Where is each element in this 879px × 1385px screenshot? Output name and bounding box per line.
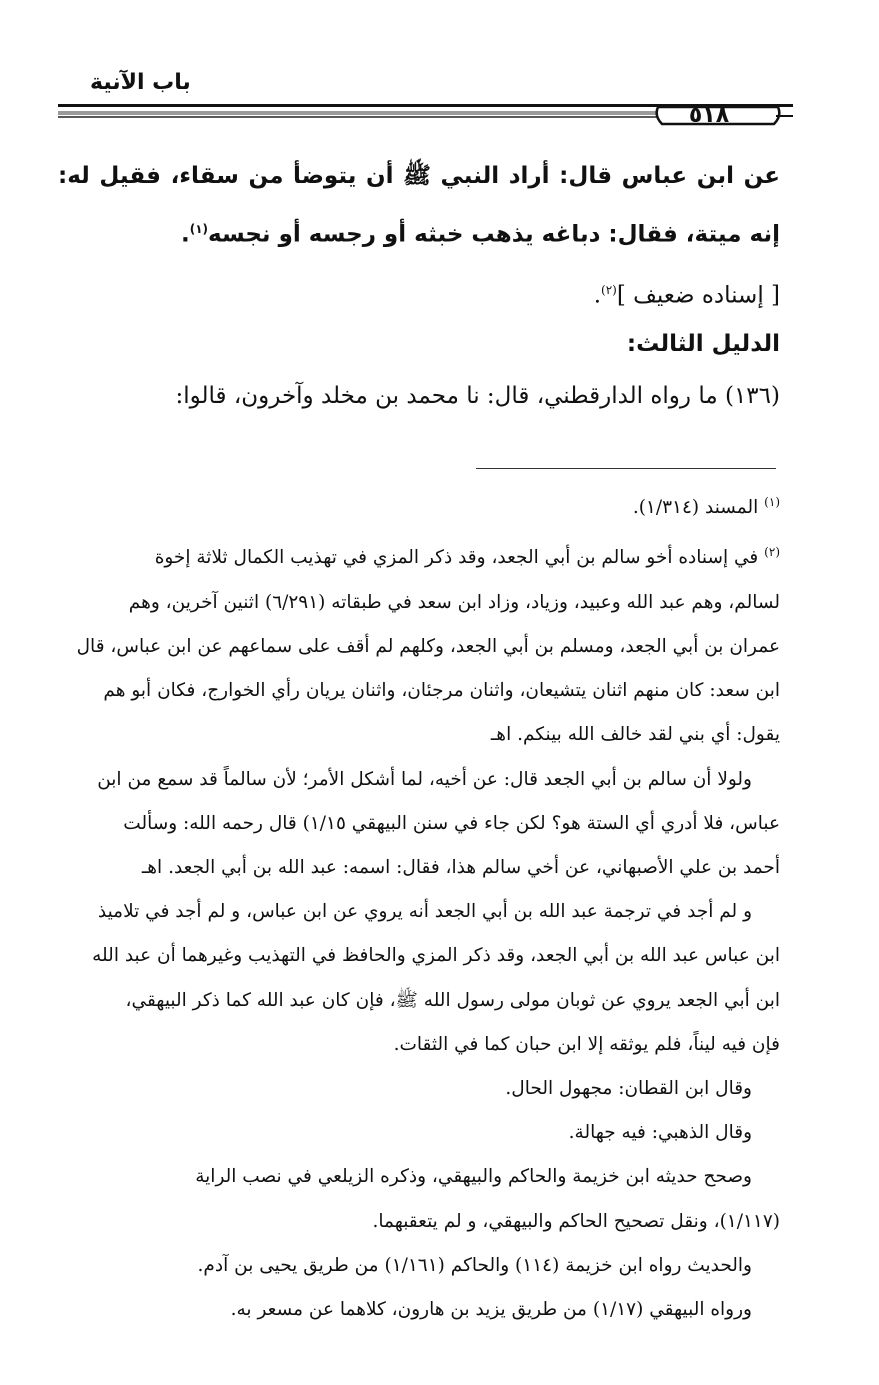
- footnote-hadith-sources: والحديث رواه ابن خزيمة (١١٤) والحاكم (١/١٦١) من طريق يحيى بن آدم.: [197, 1254, 752, 1276]
- footnote-para-line: ابن أبي الجعد يروي عن ثوبان مولى رسول الله ﷺ، فإن كان عبد الله كما ذكر البيهقي،: [125, 989, 780, 1011]
- footnote-2-line: عمران بن أبي الجعد، ومسلم بن أبي الجعد، وكلهم لم أقف على سماعهم عن ابن عباس، قال: [76, 635, 780, 657]
- isnad-text-end: .: [593, 282, 602, 309]
- chapter-title: باب الآنية: [90, 70, 191, 95]
- footnote-2-marker: (٢): [764, 545, 780, 560]
- narration-line: (١٣٦) ما رواه الدارقطني، قال: نا محمد بن مخلد وآخرون، قالوا:: [175, 383, 780, 410]
- footnote-2-text: في إسناده أخو سالم بن أبي الجعد، وقد ذكر المزي في تهذيب الكمال ثلاثة إخوة: [154, 547, 759, 569]
- footnote-para-line: أحمد بن علي الأصبهاني، عن أخي سالم هذا، فقال: اسمه: عبد الله بن أبي الجعد. اهـ: [141, 856, 780, 878]
- footnotes: [60, 480, 780, 1332]
- footnote-para-line: ولولا أن سالم بن أبي الجعد قال: عن أخيه، لما أشكل الأمر؛ لأن سالماً قد سمع من ابن: [97, 768, 752, 790]
- footnote-1: [60, 480, 780, 530]
- footnote-2-line: ابن سعد: كان منهم اثنان يتشيعان، واثنان مرجئان، واثنان يريان رأي الخوارج، فكان أبو هم: [103, 680, 780, 702]
- hadith-text-end: .: [180, 221, 190, 248]
- footnote-para-line: ابن عباس عبد الله بن أبي الجعد، وقد ذكر المزي والحافظ في التهذيب وغيرهما أن عبد الله: [92, 945, 780, 967]
- footnote-para-line: عباس، فلا أدري أي الستة هو؟ لكن جاء في سنن البيهقي ١/١٥) قال رحمه الله: وسألت: [123, 812, 780, 834]
- footnote-para-line: فإن فيه ليناً، فلم يوثقه إلا ابن حبان كما في الثقات.: [393, 1033, 780, 1055]
- page-number-badge: [650, 100, 768, 130]
- footnote-1-text: المسند (١/٣١٤).: [632, 497, 759, 519]
- hadith-text: عن ابن عباس قال: أراد النبي ﷺ أن يتوضأ من سقاء، فقيل له: إنه ميتة، فقال: دباغه يذهب خبثه أو رجسه أو نجسه: [58, 163, 780, 248]
- footnote-bayhaqi: ورواه البيهقي (١/١٧) من طريق يزيد بن هارون، كلاهما عن مسعر به.: [230, 1298, 752, 1320]
- hadith-paragraph: [58, 150, 780, 262]
- footnote-ref-1[interactable]: (١): [189, 222, 208, 236]
- footnote-2-line: لسالم، وهم عبد الله وعبيد، وزياد، وزاد ابن سعد في طبقاته (٦/٢٩١) اثنين آخرين، وهم: [128, 591, 780, 613]
- isnad-grade: [58, 268, 780, 318]
- footnote-para-line: (١/١١٧)، ونقل تصحيح الحاكم والبيهقي، و لم يتعقبهما.: [372, 1210, 780, 1232]
- footnote-para-line: وصحح حديثه ابن خزيمة والحاكم والبيهقي، وذكره الزيلعي في نصب الراية: [195, 1166, 752, 1188]
- isnad-text: [ إسناده ضعيف ]: [616, 282, 780, 309]
- footnote-para-line: و لم أجد في ترجمة عبد الله بن أبي الجعد أنه يروي عن ابن عباس، و لم أجد في تلاميذ: [97, 901, 752, 923]
- footnote-dhahabi: وقال الذهبي: فيه جهالة.: [568, 1122, 752, 1144]
- footnote-divider: [476, 468, 776, 469]
- footnote-qattan: وقال ابن القطان: مجهول الحال.: [505, 1077, 752, 1099]
- footnote-ref-2[interactable]: (٢): [601, 282, 617, 297]
- page-header: [50, 55, 795, 140]
- section-heading: الدليل الثالث:: [626, 331, 780, 358]
- footnote-1-marker: (١): [764, 495, 780, 509]
- page-number: ٥١٨: [688, 102, 730, 128]
- footnote-2-line: [60, 530, 780, 580]
- footnote-2-line: يقول: أي بني لقد خالف الله بينكم. اهـ: [490, 724, 780, 746]
- main-text: [58, 150, 780, 421]
